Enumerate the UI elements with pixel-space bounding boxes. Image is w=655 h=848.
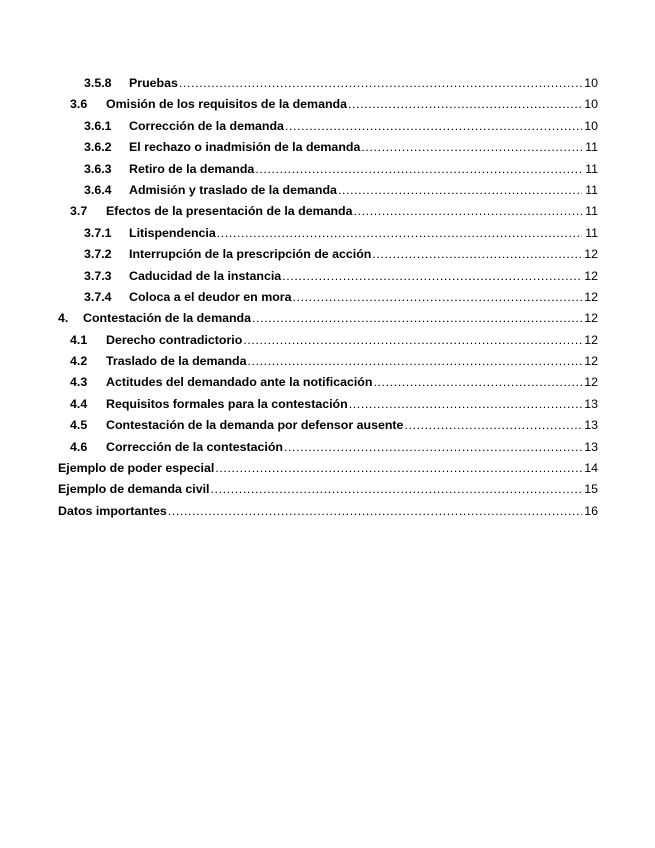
toc-entry-page: 12 — [584, 247, 598, 262]
toc-entry-title: El rechazo o inadmisión de la demanda — [129, 140, 361, 155]
toc-entry-page: 11 — [585, 204, 598, 219]
toc-entry[interactable] — [0, 223, 655, 244]
toc-entry-title: Ejemplo de demanda civil — [58, 482, 210, 497]
toc-entry-number: 4.1 — [70, 332, 88, 347]
toc-entry-page: 12 — [584, 332, 598, 347]
toc-entry-page: 10 — [584, 97, 598, 112]
toc-entry-page: 16 — [584, 503, 598, 518]
toc-entry[interactable] — [0, 180, 655, 201]
toc-entry-number: 4.5 — [70, 418, 88, 433]
toc-entry-title: Traslado de la demanda — [106, 354, 247, 369]
toc-entry-page: 12 — [584, 268, 598, 283]
toc-entry[interactable] — [0, 458, 655, 479]
toc-entry[interactable] — [0, 372, 655, 393]
toc-entry-title: Pruebas — [129, 76, 178, 90]
toc-entry[interactable] — [0, 116, 655, 137]
toc-entry-page: 13 — [584, 396, 598, 411]
toc-entry[interactable] — [0, 244, 655, 265]
toc-entry[interactable] — [0, 501, 655, 522]
toc-entry-title: Omisión de los requisitos de la demanda — [106, 97, 347, 112]
toc-entry-title: Caducidad de la instancia — [129, 268, 282, 283]
toc-entry-title: Coloca a el deudor en mora — [129, 289, 292, 304]
toc-entry-page: 12 — [584, 354, 598, 369]
toc-entry-number: 3.7.1 — [84, 225, 112, 240]
toc-entry-number: 3.6.3 — [84, 161, 112, 176]
toc-entry-title: Retiro de la demanda — [129, 161, 255, 176]
toc-entry-page: 10 — [584, 118, 598, 133]
toc-entry[interactable] — [0, 287, 655, 308]
toc-entry-title: Contestación de la demanda por defensor ausente — [106, 418, 404, 433]
toc-entry-title: Derecho contradictorio — [106, 332, 243, 347]
toc-entry[interactable] — [0, 159, 655, 180]
toc-entry-title: Actitudes del demandado ante la notificación — [106, 375, 373, 390]
toc-entry[interactable] — [0, 73, 655, 94]
toc-entry-number: 4.2 — [70, 354, 88, 369]
toc-entry-page: 15 — [584, 482, 598, 497]
toc-entry-title: Admisión y traslado de la demanda — [129, 182, 337, 197]
toc-entry-number: 3.6 — [70, 97, 88, 112]
toc-entry-page: 13 — [584, 439, 598, 454]
toc-entry[interactable] — [0, 351, 655, 372]
toc-entry-number: 3.5.8 — [84, 76, 112, 90]
toc-entry-title: Requisitos formales para la contestación — [106, 396, 348, 411]
toc-entry-page: 12 — [584, 375, 598, 390]
toc-entry-number: 3.7 — [70, 204, 88, 219]
toc-entry-page: 11 — [585, 225, 598, 240]
table-of-contents — [0, 73, 655, 522]
toc-entry-title: Litispendencia — [129, 225, 216, 240]
toc-entry[interactable] — [0, 437, 655, 458]
toc-entry-number: 4.4 — [70, 396, 88, 411]
toc-entry-page: 14 — [584, 461, 598, 476]
toc-entry-page: 11 — [585, 182, 598, 197]
toc-entry-page: 11 — [585, 161, 598, 176]
toc-entry-number: 3.6.1 — [84, 118, 112, 133]
toc-entry[interactable] — [0, 330, 655, 351]
toc-entry-page: 10 — [584, 76, 598, 90]
toc-entry-number: 4.3 — [70, 375, 88, 390]
toc-entry-title: Datos importantes — [58, 503, 167, 518]
toc-entry[interactable] — [0, 266, 655, 287]
toc-entry[interactable] — [0, 394, 655, 415]
toc-entry-page: 11 — [585, 140, 598, 155]
toc-entry-title: Corrección de la demanda — [129, 118, 284, 133]
toc-entry-number: 3.7.3 — [84, 268, 112, 283]
toc-entry[interactable] — [0, 94, 655, 115]
toc-entry[interactable] — [0, 137, 655, 158]
toc-entry-number: 3.6.2 — [84, 140, 112, 155]
toc-entry-page: 12 — [584, 311, 598, 326]
toc-entry-number: 4.6 — [70, 439, 88, 454]
toc-entry-number: 4. — [58, 311, 69, 326]
toc-entry[interactable] — [0, 415, 655, 436]
toc-entry-number: 3.6.4 — [84, 182, 112, 197]
toc-entry-title: Interrupción de la prescripción de acción — [129, 247, 372, 262]
toc-entry-number: 3.7.2 — [84, 247, 112, 262]
toc-entry[interactable] — [0, 479, 655, 500]
toc-entry-number: 3.7.4 — [84, 289, 112, 304]
toc-entry[interactable] — [0, 308, 655, 329]
toc-entry-title: Efectos de la presentación de la demanda — [106, 204, 353, 219]
toc-entry-page: 12 — [584, 289, 598, 304]
toc-entry-title: Contestación de la demanda — [83, 311, 251, 326]
toc-entry-title: Ejemplo de poder especial — [58, 461, 215, 476]
toc-entry-page: 13 — [584, 418, 598, 433]
toc-entry[interactable] — [0, 201, 655, 222]
toc-entry-title: Corrección de la contestación — [106, 439, 283, 454]
